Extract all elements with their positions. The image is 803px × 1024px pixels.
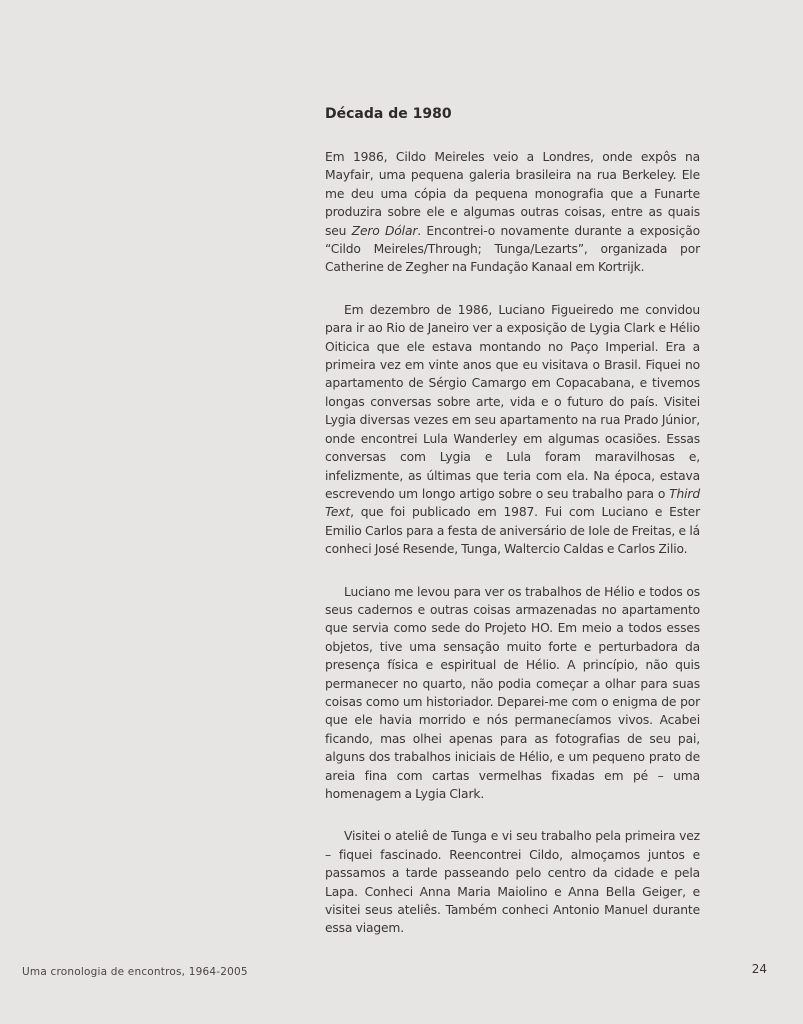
page-number: 24	[751, 962, 767, 976]
italic-title: Zero Dólar	[351, 223, 418, 238]
paragraph-text: Em dezembro de 1986, Luciano Figueiredo me convidou para ir ao Rio de Janeiro ver a exposição de Lygia Clark e Hélio Oiticica que ele estava montando no Paço Imperial. Era a primeira vez em vinte anos que eu visitava o Brasil. Fiquei no apartamento de Sérgio Camargo em Copacabana, e tivemos longas conversas sobre arte, vida e o futuro do país. Visitei Lygia diversas vezes em seu apartamento na rua Prado Júnior, onde encontrei Lula Wanderley em algumas ocasiões. Essas conversas com Lygia e Lula foram maravilhosas e, infelizmente, as últimas que teria com ela. Na época, estava escrevendo um longo artigo sobre o seu trabalho para o	[325, 302, 700, 501]
text-column	[325, 104, 700, 962]
paragraph	[325, 148, 700, 277]
paragraph-text: Visitei o ateliê de Tunga e vi seu trabalho pela primeira vez – fiquei fascinado. Reencontrei Cildo, almoçamos juntos e passamos a tarde passeando pelo centro da cidade e pela Lapa. Conheci Anna Maria Maiolino e Anna Bella Geiger, e visitei seus ateliês. Também conheci Antonio Manuel durante essa viagem.	[325, 829, 700, 936]
running-footer-title: Uma cronologia de encontros, 1964-2005	[22, 966, 248, 978]
paragraph	[325, 827, 700, 937]
paragraph-text: Em 1986, Cildo Meireles veio a Londres, onde expôs na Mayfair, uma pequena galeria brasileira na rua Berkeley. Ele me deu uma cópia da pequena monografia que a Funarte produzira sobre ele e algumas outras coisas, entre as quais seu	[325, 150, 700, 238]
section-heading: Década de 1980	[325, 106, 452, 122]
paragraph	[325, 583, 700, 804]
paragraph-text: Luciano me levou para ver os trabalhos de Hélio e todos os seus cadernos e outras coisas armazenadas no apartamento que servia como sede do Projeto HO. Em meio a todos esses objetos, tive uma sensação muito forte e perturbadora da presença física e espiritual de Hélio. A princípio, não quis permanecer no quarto, não podia começar a olhar para suas coisas como um historiador. Deparei-me com o enigma de por que ele havia morrido e nós permanecíamos vivos. Acabei ficando, mas olhei apenas para as fotografias de seu pai, alguns dos trabalhos iniciais de Hélio, e um pequeno prato de areia fina com cartas vermelhas fixadas em pé – uma homenagem a Lygia Clark.	[325, 584, 700, 801]
paragraph-text: , que foi publicado em 1987. Fui com Luciano e Ester Emilio Carlos para a festa de aniversário de Iole de Freitas, e lá conheci José Resende, Tunga, Waltercio Caldas e Carlos Zilio.	[325, 505, 700, 557]
paragraph	[325, 301, 700, 559]
italic-title: Third Text	[325, 486, 700, 520]
body-text	[325, 148, 700, 938]
paragraph-text: . Encontrei-o novamente durante a exposição “Cildo Meireles/Through; Tunga/Lezarts”, organizada por Catherine de Zegher na Fundação Kanaal em Kortrijk.	[325, 223, 700, 275]
